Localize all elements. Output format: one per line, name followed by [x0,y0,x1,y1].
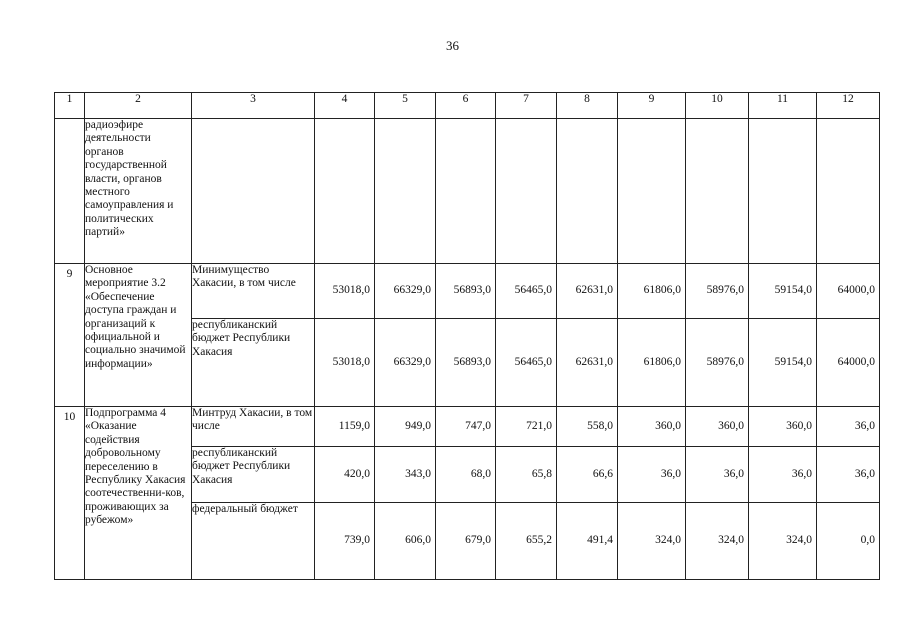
value-cell: 56893,0 [436,319,496,407]
header-cell: 2 [85,93,192,119]
value-cell: 65,8 [496,447,557,503]
value-cell: 64000,0 [817,264,880,319]
value-cell: 606,0 [375,503,436,580]
value-cell: 343,0 [375,447,436,503]
header-cell: 5 [375,93,436,119]
value-cell [618,119,686,264]
row-number-cell: 10 [55,407,85,580]
row-number-cell [55,119,85,264]
value-cell: 62631,0 [557,264,618,319]
value-cell: 324,0 [618,503,686,580]
value-cell: 747,0 [436,407,496,447]
value-cell [817,119,880,264]
value-cell: 324,0 [749,503,817,580]
item-name-cell: радиоэфире деятельности органов государственной власти, органов местного самоуправления и политических партий» [85,119,192,264]
value-cell: 58976,0 [686,319,749,407]
value-cell: 56465,0 [496,319,557,407]
value-cell [315,119,375,264]
header-cell: 1 [55,93,85,119]
header-cell: 8 [557,93,618,119]
value-cell: 56465,0 [496,264,557,319]
value-cell: 360,0 [686,407,749,447]
value-cell: 360,0 [618,407,686,447]
value-cell: 655,2 [496,503,557,580]
value-cell [496,119,557,264]
value-cell: 739,0 [315,503,375,580]
item-name-cell: Основное мероприятие 3.2 «Обеспечение доступа граждан и организаций к официальной и социально значимой информации» [85,264,192,407]
value-cell: 36,0 [817,447,880,503]
value-cell: 61806,0 [618,264,686,319]
value-cell: 949,0 [375,407,436,447]
value-cell: 68,0 [436,447,496,503]
value-cell: 62631,0 [557,319,618,407]
item-name-cell: Подпрограмма 4 «Оказание содействия добровольному переселению в Республику Хакасия соотечественни-ков, проживающих за рубежом» [85,407,192,580]
source-cell: федеральный бюджет [192,503,315,580]
table-row-10-a [55,407,880,447]
header-cell: 6 [436,93,496,119]
source-cell [192,119,315,264]
value-cell: 66329,0 [375,264,436,319]
value-cell: 53018,0 [315,264,375,319]
value-cell: 58976,0 [686,264,749,319]
value-cell [749,119,817,264]
value-cell [436,119,496,264]
value-cell: 36,0 [817,407,880,447]
row-number-cell: 9 [55,264,85,407]
value-cell: 324,0 [686,503,749,580]
value-cell: 66329,0 [375,319,436,407]
value-cell: 360,0 [749,407,817,447]
value-cell: 0,0 [817,503,880,580]
value-cell: 679,0 [436,503,496,580]
value-cell: 64000,0 [817,319,880,407]
value-cell: 61806,0 [618,319,686,407]
value-cell: 1159,0 [315,407,375,447]
header-cell: 9 [618,93,686,119]
value-cell: 53018,0 [315,319,375,407]
value-cell: 36,0 [618,447,686,503]
header-cell: 11 [749,93,817,119]
value-cell: 36,0 [749,447,817,503]
table-row-9-a [55,264,880,319]
value-cell: 721,0 [496,407,557,447]
value-cell: 66,6 [557,447,618,503]
source-cell: республиканский бюджет Республики Хакасия [192,319,315,407]
value-cell [557,119,618,264]
value-cell: 36,0 [686,447,749,503]
source-cell: Минтруд Хакасии, в том числе [192,407,315,447]
page-number: 36 [446,38,459,53]
header-cell: 4 [315,93,375,119]
budget-table [54,92,880,580]
header-cell: 10 [686,93,749,119]
value-cell [375,119,436,264]
source-cell: Минимущество Хакасии, в том числе [192,264,315,319]
source-cell: республиканский бюджет Республики Хакасия [192,447,315,503]
value-cell: 491,4 [557,503,618,580]
value-cell: 558,0 [557,407,618,447]
header-cell: 12 [817,93,880,119]
header-cell: 3 [192,93,315,119]
value-cell: 59154,0 [749,264,817,319]
header-cell: 7 [496,93,557,119]
value-cell: 56893,0 [436,264,496,319]
header-row [55,93,880,119]
value-cell: 59154,0 [749,319,817,407]
table-row-continuation [55,119,880,264]
value-cell: 420,0 [315,447,375,503]
value-cell [686,119,749,264]
